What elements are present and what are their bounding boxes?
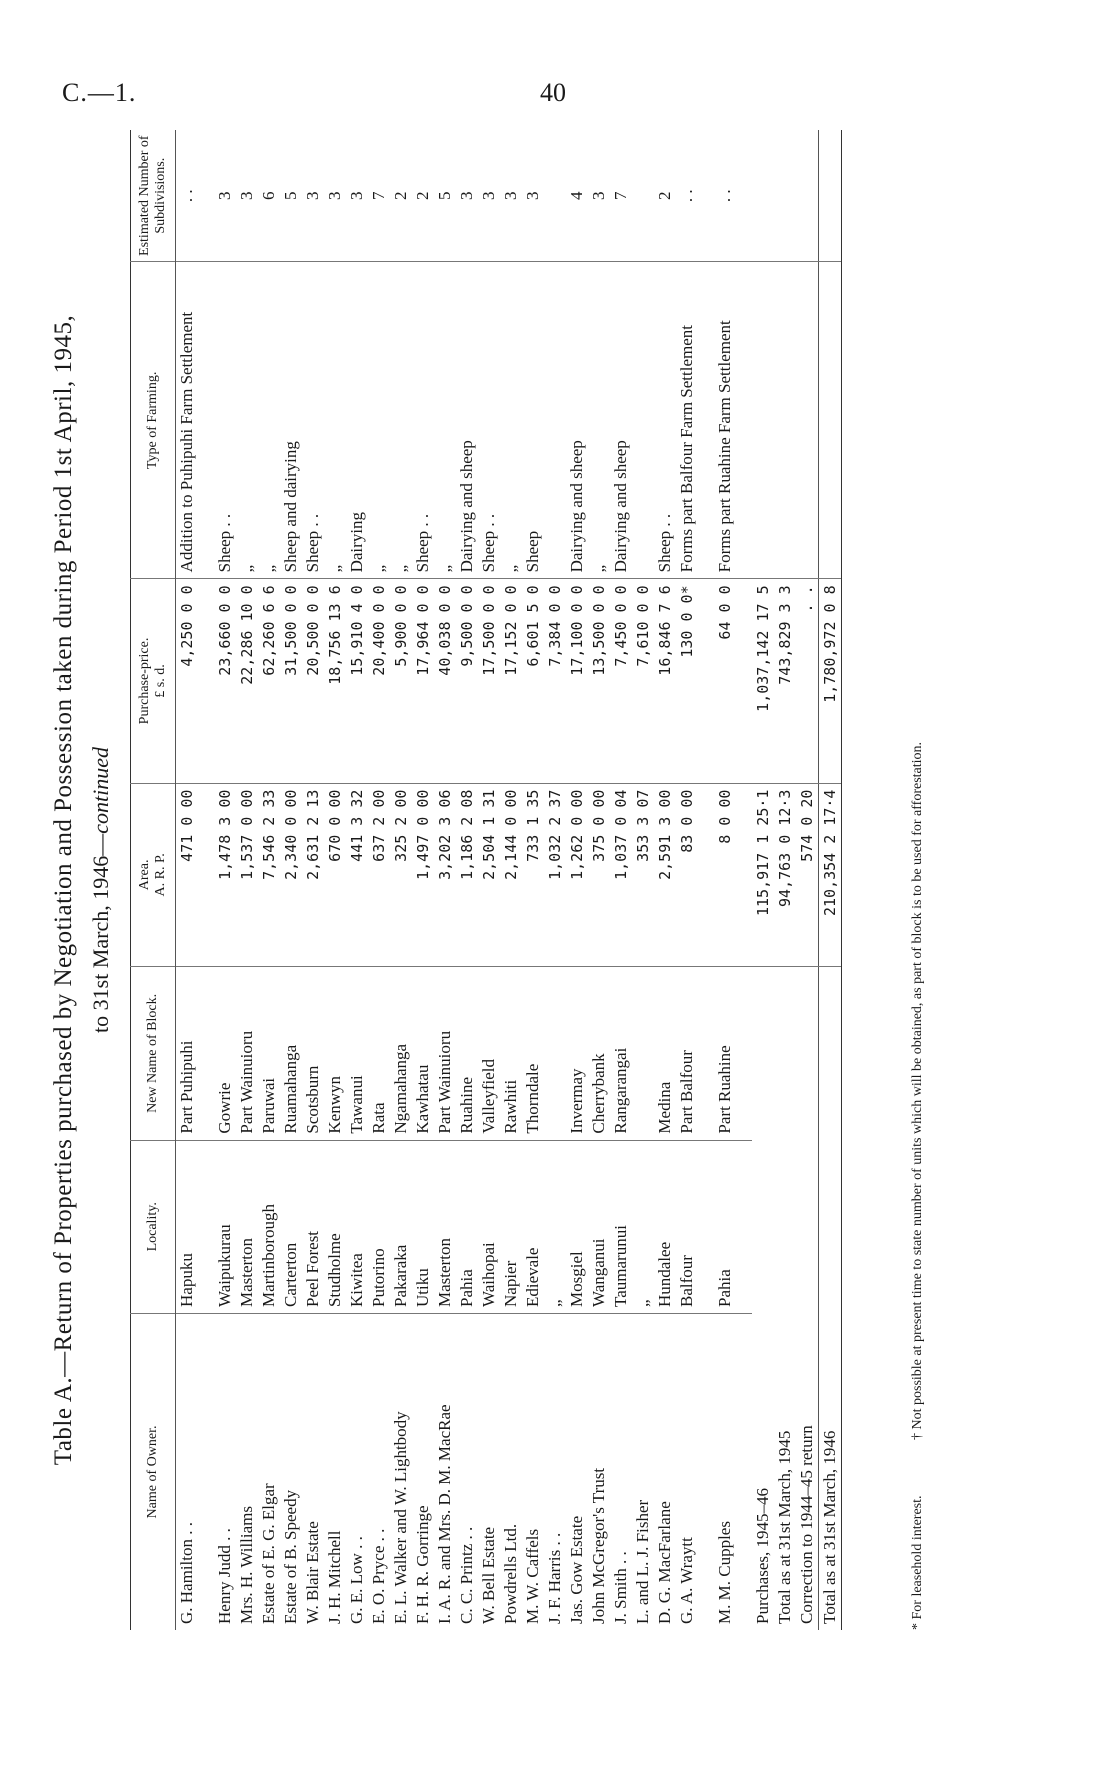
subdivisions-cell: 3	[303, 191, 323, 200]
col-owner: Name of Owner.	[131, 1313, 176, 1630]
footnote-dagger: † Not possible at present time to state number of units which will be obtained, as part of block is to be used for afforestation.	[910, 741, 925, 1440]
table-row	[412, 130, 434, 1630]
area-cell: 375 0 00	[588, 783, 610, 967]
area-cell: 1,186 2 08	[456, 783, 478, 967]
owner-cell: W. Blair Estate	[302, 1313, 324, 1630]
summary-sub	[774, 130, 796, 262]
farming-cell: Dairying and sheep	[566, 262, 588, 579]
properties-table	[130, 130, 842, 1630]
farming-cell: „	[500, 262, 522, 579]
summary-label: Total as at 31st March, 1945	[774, 967, 796, 1630]
block-cell: Part Balfour	[676, 967, 698, 1140]
locality-cell: Waipukurau	[214, 1140, 236, 1313]
block-cell: Part Wainuioru	[434, 967, 456, 1140]
area-cell: 1,537 0 00	[236, 783, 258, 967]
subdivisions-cell: . .	[177, 189, 197, 203]
document-reference: C.—1.	[62, 78, 137, 107]
area-cell: 2,144 0 00	[500, 783, 522, 967]
summary-area: 115,917 1 25·1	[752, 783, 774, 967]
summary-label: Correction to 1944–45 return	[796, 967, 819, 1630]
price-cell: 18,756 13 6	[324, 579, 346, 783]
total-farming	[819, 262, 842, 579]
locality-cell: Masterton	[434, 1140, 456, 1313]
summary-area: 94,763 0 12·3	[774, 783, 796, 967]
area-cell: 670 0 00	[324, 783, 346, 967]
block-cell: Part Puhipuhi	[176, 967, 199, 1140]
farming-cell: Dairying and sheep	[456, 262, 478, 579]
table-subtitle: to 31st March, 1946—continued	[88, 747, 113, 1033]
owner-cell: J. F. Harris . .	[544, 1313, 566, 1630]
locality-cell: Utiku	[412, 1140, 434, 1313]
area-cell: 1,262 0 00	[566, 783, 588, 967]
area-cell: 353 3 07	[632, 783, 654, 967]
area-cell: 1,478 3 00	[214, 783, 236, 967]
locality-cell: Carterton	[280, 1140, 302, 1313]
area-cell: 1,497 0 00	[412, 783, 434, 967]
owner-cell: C. C. Printz . .	[456, 1313, 478, 1630]
price-cell: 64 0 0	[714, 579, 736, 783]
table-title: Table A.—Return of Properties purchased by Negotiation and Possession taken during Period 1st April, 1945,	[50, 314, 77, 1466]
table-row	[588, 130, 610, 1630]
col-subdivisions: Estimated Number of Subdivisions.	[131, 130, 176, 262]
spacer-row	[198, 130, 214, 1630]
area-cell: 2,504 1 31	[478, 783, 500, 967]
owner-cell: F. H. R. Gorringe	[412, 1313, 434, 1630]
owner-cell: Mrs. H. Williams	[236, 1313, 258, 1630]
table-row	[236, 130, 258, 1630]
farming-cell: Sheep . .	[214, 262, 236, 579]
table-row	[676, 130, 698, 1630]
owner-cell: Powdrells Ltd.	[500, 1313, 522, 1630]
block-cell: Medina	[654, 967, 676, 1140]
farming-cell: Addition to Puhipuhi Farm Settlement	[176, 262, 199, 579]
owner-cell: E. O. Pryce . .	[368, 1313, 390, 1630]
table-row	[434, 130, 456, 1630]
table-row	[346, 130, 368, 1630]
summary-price: 1,037,142 17 5	[752, 579, 774, 783]
farming-cell: „	[236, 262, 258, 579]
locality-cell: Balfour	[676, 1140, 698, 1313]
area-cell: 2,631 2 13	[302, 783, 324, 967]
subdivisions-cell: 5	[281, 191, 301, 200]
owner-cell: John McGregor's Trust	[588, 1313, 610, 1630]
page-number: 40	[540, 78, 566, 107]
subdivisions-cell: 3	[325, 191, 345, 200]
subdivisions-cell: 3	[457, 191, 477, 200]
locality-cell: Pakaraka	[390, 1140, 412, 1313]
price-cell: 6,601 5 0	[522, 579, 544, 783]
subdivisions-cell: 3	[237, 191, 257, 200]
locality-cell: Napier	[500, 1140, 522, 1313]
subdivisions-cell: . .	[677, 189, 697, 203]
locality-cell: Hundalee	[654, 1140, 676, 1313]
block-cell	[632, 967, 654, 1140]
subdivisions-cell: 5	[435, 191, 455, 200]
table-row	[478, 130, 500, 1630]
table-row	[632, 130, 654, 1630]
farming-cell: Sheep . .	[302, 262, 324, 579]
table-row	[324, 130, 346, 1630]
locality-cell: Edievale	[522, 1140, 544, 1313]
locality-cell: Pahia	[714, 1140, 736, 1313]
price-cell: 7,610 0 0	[632, 579, 654, 783]
farming-cell: Forms part Ruahine Farm Settlement	[714, 262, 736, 579]
subdivisions-cell: 4	[567, 191, 587, 200]
total-row	[819, 130, 842, 1630]
price-cell: 4,250 0 0	[176, 579, 199, 783]
col-price: Purchase-price. £ s. d.	[131, 579, 176, 783]
block-cell: Kenwyn	[324, 967, 346, 1140]
area-cell: 471 0 00	[176, 783, 199, 967]
summary-row	[752, 130, 774, 1630]
area-cell: 733 1 35	[522, 783, 544, 967]
block-cell: Part Ruahine	[714, 967, 736, 1140]
subdivisions-cell: 3	[523, 191, 543, 200]
area-cell: 1,032 2 37	[544, 783, 566, 967]
farming-cell: Sheep . .	[478, 262, 500, 579]
price-cell: 20,500 0 0	[302, 579, 324, 783]
col-block: New Name of Block.	[131, 967, 176, 1140]
summary-price: 743,829 3 3	[774, 579, 796, 783]
block-cell: Paruwai	[258, 967, 280, 1140]
rotated-table-page	[30, 110, 970, 1670]
block-cell: Thorndale	[522, 967, 544, 1140]
farming-cell: „	[434, 262, 456, 579]
locality-cell: „	[544, 1140, 566, 1313]
summary-row	[796, 130, 819, 1630]
owner-cell: Estate of E. G. Elgar	[258, 1313, 280, 1630]
owner-cell: G. A. Wraytt	[676, 1313, 698, 1630]
price-cell: 17,152 0 0	[500, 579, 522, 783]
locality-cell: „	[632, 1140, 654, 1313]
table-row	[654, 130, 676, 1630]
area-cell: 3,202 3 06	[434, 783, 456, 967]
farming-cell: Dairying and sheep	[610, 262, 632, 579]
owner-cell: Henry Judd . .	[214, 1313, 236, 1630]
subdivisions-cell: 7	[369, 191, 389, 200]
area-cell: 325 2 00	[390, 783, 412, 967]
farming-cell: „	[324, 262, 346, 579]
price-cell: 17,500 0 0	[478, 579, 500, 783]
block-cell: Tawanui	[346, 967, 368, 1140]
summary-sub	[796, 130, 819, 262]
price-cell: 130 0 0*	[676, 579, 698, 783]
locality-cell: Hapuku	[176, 1140, 199, 1313]
owner-cell: G. E. Low . .	[346, 1313, 368, 1630]
subdivisions-cell: 6	[259, 191, 279, 200]
price-cell: 40,038 0 0	[434, 579, 456, 783]
table-row	[500, 130, 522, 1630]
subdivisions-cell: 2	[655, 191, 675, 200]
block-cell: Gowrie	[214, 967, 236, 1140]
footnote-star: * For leasehold interest.	[910, 1495, 925, 1630]
price-cell: 22,286 10 0	[236, 579, 258, 783]
summary-sub	[752, 130, 774, 262]
price-cell: 17,964 0 0	[412, 579, 434, 783]
block-cell: Scotsburn	[302, 967, 324, 1140]
table-row	[390, 130, 412, 1630]
price-cell: 17,100 0 0	[566, 579, 588, 783]
table-row	[610, 130, 632, 1630]
price-cell: 15,910 4 0	[346, 579, 368, 783]
table-row	[544, 130, 566, 1630]
subdivisions-cell: 2	[413, 191, 433, 200]
farming-cell: „	[588, 262, 610, 579]
table-row	[302, 130, 324, 1630]
locality-cell: Pahia	[456, 1140, 478, 1313]
subdivisions-cell: 2	[391, 191, 411, 200]
price-cell: 20,400 0 0	[368, 579, 390, 783]
owner-cell: Jas. Gow Estate	[566, 1313, 588, 1630]
locality-cell: Taumarunui	[610, 1140, 632, 1313]
block-cell: Ruamahanga	[280, 967, 302, 1140]
locality-cell: Martinborough	[258, 1140, 280, 1313]
block-cell: Ruahine	[456, 967, 478, 1140]
area-cell: 8 0 00	[714, 783, 736, 967]
col-locality: Locality.	[131, 1140, 176, 1313]
summary-farming	[796, 262, 819, 579]
area-cell: 83 0 00	[676, 783, 698, 967]
table-row	[280, 130, 302, 1630]
price-cell: 62,260 6 6	[258, 579, 280, 783]
subdivisions-cell	[632, 130, 654, 262]
block-cell: Invermay	[566, 967, 588, 1140]
farming-cell	[544, 262, 566, 579]
locality-cell: Kiwitea	[346, 1140, 368, 1313]
farming-cell: „	[368, 262, 390, 579]
table-row	[214, 130, 236, 1630]
farming-cell: Sheep and dairying	[280, 262, 302, 579]
area-cell: 1,037 0 04	[610, 783, 632, 967]
farming-cell: Sheep . .	[654, 262, 676, 579]
owner-cell: M. W. Caffels	[522, 1313, 544, 1630]
subdivisions-cell: 3	[479, 191, 499, 200]
total-price: 1,780,972 0 8	[819, 579, 842, 783]
price-cell: 16,846 7 6	[654, 579, 676, 783]
owner-cell: L. and L. J. Fisher	[632, 1313, 654, 1630]
locality-cell: Putorino	[368, 1140, 390, 1313]
owner-cell: J. Smith . .	[610, 1313, 632, 1630]
locality-cell: Waihopai	[478, 1140, 500, 1313]
block-cell: Rangarangai	[610, 967, 632, 1140]
col-farming: Type of Farming.	[131, 262, 176, 579]
block-cell	[544, 967, 566, 1140]
farming-cell: Sheep . .	[412, 262, 434, 579]
summary-farming	[752, 262, 774, 579]
farming-cell: Sheep	[522, 262, 544, 579]
owner-cell: J. H. Mitchell	[324, 1313, 346, 1630]
block-cell: Ngamahanga	[390, 967, 412, 1140]
summary-price: . .	[796, 579, 819, 783]
table-body	[176, 130, 842, 1630]
locality-cell: Studholme	[324, 1140, 346, 1313]
price-cell: 13,500 0 0	[588, 579, 610, 783]
col-area: Area. A. R. P.	[131, 783, 176, 967]
locality-cell: Mosgiel	[566, 1140, 588, 1313]
summary-row	[774, 130, 796, 1630]
spacer-row	[698, 130, 714, 1630]
subdivisions-cell: 3	[347, 191, 367, 200]
area-cell: 441 3 32	[346, 783, 368, 967]
spacer-row	[736, 130, 752, 1630]
block-cell: Rawhiti	[500, 967, 522, 1140]
owner-cell: I. A. R. and Mrs. D. M. MacRae	[434, 1313, 456, 1630]
price-cell: 23,660 0 0	[214, 579, 236, 783]
table-row	[176, 130, 199, 1630]
area-cell: 637 2 00	[368, 783, 390, 967]
table-row	[456, 130, 478, 1630]
farming-cell	[632, 262, 654, 579]
owner-cell: W. Bell Estate	[478, 1313, 500, 1630]
price-cell: 9,500 0 0	[456, 579, 478, 783]
subdivisions-cell: 3	[589, 191, 609, 200]
subdivisions-cell: 7	[611, 191, 631, 200]
block-cell: Kawhatau	[412, 967, 434, 1140]
block-cell: Valleyfield	[478, 967, 500, 1140]
block-cell: Rata	[368, 967, 390, 1140]
total-area: 210,354 2 17·4	[819, 783, 842, 967]
farming-cell: Forms part Balfour Farm Settlement	[676, 262, 698, 579]
total-sub	[819, 130, 842, 262]
table-row	[368, 130, 390, 1630]
price-cell: 31,500 0 0	[280, 579, 302, 783]
summary-area: 574 0 20	[796, 783, 819, 967]
owner-cell: G. Hamilton . .	[176, 1313, 199, 1630]
farming-cell: „	[390, 262, 412, 579]
block-cell: Cherrybank	[588, 967, 610, 1140]
locality-cell: Peel Forest	[302, 1140, 324, 1313]
subdivisions-cell: . .	[715, 189, 735, 203]
area-cell: 7,546 2 33	[258, 783, 280, 967]
locality-cell: Masterton	[236, 1140, 258, 1313]
farming-cell: Dairying	[346, 262, 368, 579]
price-cell: 5,900 0 0	[390, 579, 412, 783]
price-cell: 7,450 0 0	[610, 579, 632, 783]
owner-cell: Estate of B. Speedy	[280, 1313, 302, 1630]
area-cell: 2,340 0 00	[280, 783, 302, 967]
price-cell: 7,384 0 0	[544, 579, 566, 783]
owner-cell: D. G. MacFarlane	[654, 1313, 676, 1630]
owner-cell: M. M. Cupples	[714, 1313, 736, 1630]
table-row	[714, 130, 736, 1630]
total-label: Total as at 31st March, 1946	[819, 967, 842, 1630]
block-cell: Part Wainuioru	[236, 967, 258, 1140]
farming-cell: „	[258, 262, 280, 579]
table-row	[258, 130, 280, 1630]
subdivisions-cell: 3	[215, 191, 235, 200]
table-header-row	[131, 130, 176, 1630]
subdivisions-cell	[544, 130, 566, 262]
table-row	[522, 130, 544, 1630]
owner-cell: E. L. Walker and W. Lightbody	[390, 1313, 412, 1630]
locality-cell: Wanganui	[588, 1140, 610, 1313]
summary-label: Purchases, 1945–46	[752, 967, 774, 1630]
area-cell: 2,591 3 00	[654, 783, 676, 967]
table-row	[566, 130, 588, 1630]
summary-farming	[774, 262, 796, 579]
subdivisions-cell: 3	[501, 191, 521, 200]
